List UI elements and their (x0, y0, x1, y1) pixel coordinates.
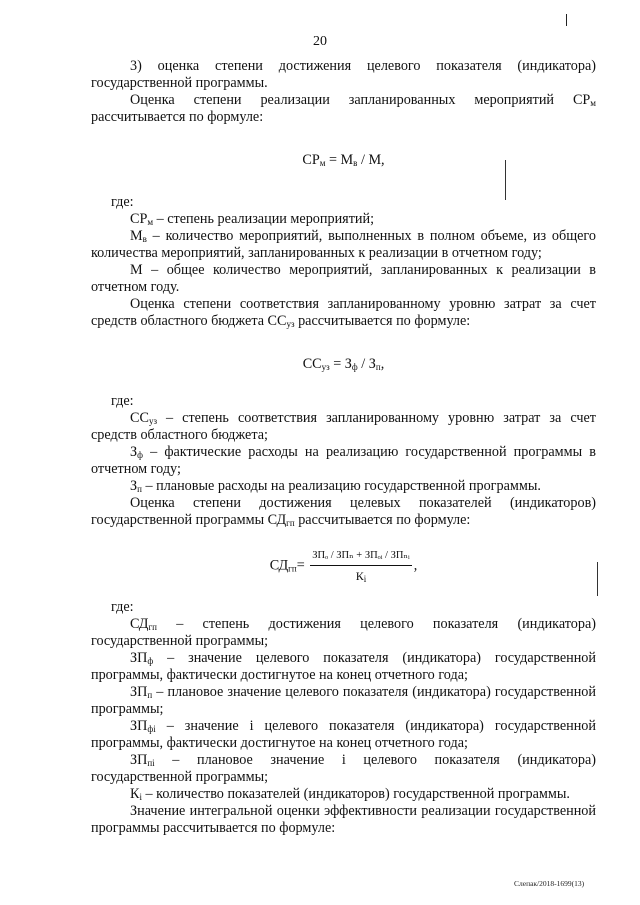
definition: $З_ф$ – фактические расходы на реализацию государственной программы в отчетном году; (91, 444, 596, 477)
definition: $СР_м$ – степень реализации мероприятий; (130, 211, 375, 227)
formula-sdgp: $СД_{гп}=$ $\frac{\text{ЗПₒ / ЗПₙ + ЗПₒᵢ / ЗПₙᵢ}}{К_i}$ , (91, 547, 596, 585)
paragraph: 3) оценка степени достижения целевого показателя (индикатора) государственной программы. (91, 58, 596, 91)
definition: $З_п$ – плановые расходы на реализацию государственной программы. (130, 478, 541, 494)
definition: М – общее количество мероприятий, запланированных к реализации в отчетном году. (91, 262, 596, 295)
scan-mark (597, 562, 598, 596)
where-label: где: (111, 599, 134, 615)
page-number: 20 (313, 34, 327, 49)
definition: $М_в$ – количество мероприятий, выполненных в полном объеме, из общего количества мероприятий, запланированных к реализации в отчетном году; (91, 228, 596, 261)
definition: $СД_{гп}$ – степень достижения целевого показателя (индикатора) государственной программы; (91, 616, 596, 649)
definition: $ЗП_{фi}$ – значение i целевого показателя (индикатора) государственной программы, фактически достигнутое на конец отчетного года; (91, 718, 596, 751)
paragraph: Оценка степени соответствия запланированному уровню затрат за счет средств областного бюджета $СС_{уз}$ рассчитывается по формуле: (91, 296, 596, 329)
document-footer-code: Слепак/2018-1699(13) (514, 879, 585, 888)
definition: $ЗП_ф$ – значение целевого показателя (индикатора) государственной программы, фактически достигнутое на конец отчетного года; (91, 650, 596, 683)
definition: $СС_{уз}$ – степень соответствия запланированному уровню затрат за счет средств областного бюджета; (91, 410, 596, 443)
paragraph: Оценка степени реализации запланированных мероприятий $СР_м$ рассчитывается по формуле: (91, 92, 596, 125)
fraction-numerator: ЗПₒ / ЗПₙ + ЗПₒᵢ / ЗПₙᵢ (310, 547, 411, 566)
paragraph: Значение интегральной оценки эффективности реализации государственной программы рассчитывается по формуле: (91, 803, 596, 836)
definition: $ЗП_{пi}$ – плановое значение i целевого показателя (индикатора) государственной программы; (91, 752, 596, 785)
document-body (91, 58, 596, 837)
fraction-denominator: $К_i$ (355, 569, 367, 584)
definition: $К_i$ – количество показателей (индикаторов) государственной программы. (130, 786, 570, 802)
paragraph: Оценка степени достижения целевых показателей (индикаторов) государственной программы $СД_{гп}$ рассчитывается по формуле: (91, 495, 596, 528)
definition: $ЗП_п$ – плановое значение целевого показателя (индикатора) государственной программы; (91, 684, 596, 717)
where-label: где: (111, 393, 134, 409)
formula-ccuz: $СС_{уз} = З_ф / З_п$, (302, 356, 385, 372)
scan-mark (566, 14, 567, 26)
fraction (310, 547, 411, 585)
formula-cpm: $СР_м = М_в / М$, (302, 152, 385, 168)
where-label: где: (111, 194, 134, 210)
